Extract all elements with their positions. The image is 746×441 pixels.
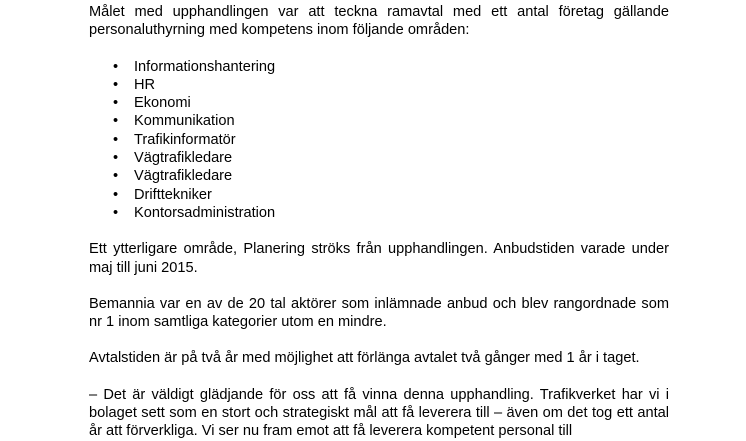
bullet-icon: •	[113, 204, 119, 221]
list-item-label: Kontorsadministration	[134, 204, 276, 221]
bullet-icon: •	[113, 131, 119, 148]
bullet-icon: •	[113, 58, 119, 75]
list-item-label: Drifttekniker	[134, 186, 212, 203]
contract-period-paragraph: Avtalstiden är på två år med möjlighet att förlänga avtalet två gånger med 1 år i taget.	[89, 350, 640, 367]
ranking-paragraph: Bemannia var en av de 20 tal aktörer som inlämnade anbud och blev rangordnade som nr 1 inom samtliga kategorier utom en mindre.	[89, 295, 669, 331]
list-item	[89, 131, 669, 149]
list-item	[89, 94, 669, 112]
list-item	[89, 167, 669, 185]
list-item	[89, 112, 669, 130]
list-item-label: Vägtrafikledare	[134, 168, 233, 185]
document-page	[89, 3, 669, 441]
bullet-icon: •	[113, 168, 119, 185]
list-item	[89, 149, 669, 167]
quote-paragraph: – Det är väldigt glädjande för oss att få vinna denna upphandling. Trafikverket har vi i bolaget sett som en stort och strategiskt mål att få leverera till – även om det tog ett antal år att förverkliga. Vi ser nu fram emot att få leverera kompetent personal till	[89, 386, 669, 440]
list-item-label: Trafikinformatör	[134, 131, 236, 148]
bullet-icon: •	[113, 150, 119, 167]
bullet-icon: •	[113, 76, 119, 93]
bullet-icon: •	[113, 186, 119, 203]
list-item-label: Vägtrafikledare	[134, 150, 233, 167]
list-item	[89, 76, 669, 94]
list-item-label: Ekonomi	[134, 95, 191, 112]
areas-list	[89, 58, 669, 223]
list-item-label: Informationshantering	[134, 58, 276, 75]
planning-paragraph: Ett ytterligare område, Planering ströks från upphandlingen. Anbudstiden varade under maj till juni 2015.	[89, 241, 669, 276]
list-item	[89, 204, 669, 222]
list-item-label: Kommunikation	[134, 113, 235, 130]
intro-paragraph: Målet med upphandlingen var att teckna ramavtal med ett antal företag gällande personaluthyrning med kompetens inom följande områden:	[89, 4, 669, 39]
list-item	[89, 186, 669, 204]
bullet-icon: •	[113, 95, 119, 112]
list-item	[89, 58, 669, 76]
list-item-label: HR	[134, 76, 156, 93]
bullet-icon: •	[113, 113, 119, 130]
